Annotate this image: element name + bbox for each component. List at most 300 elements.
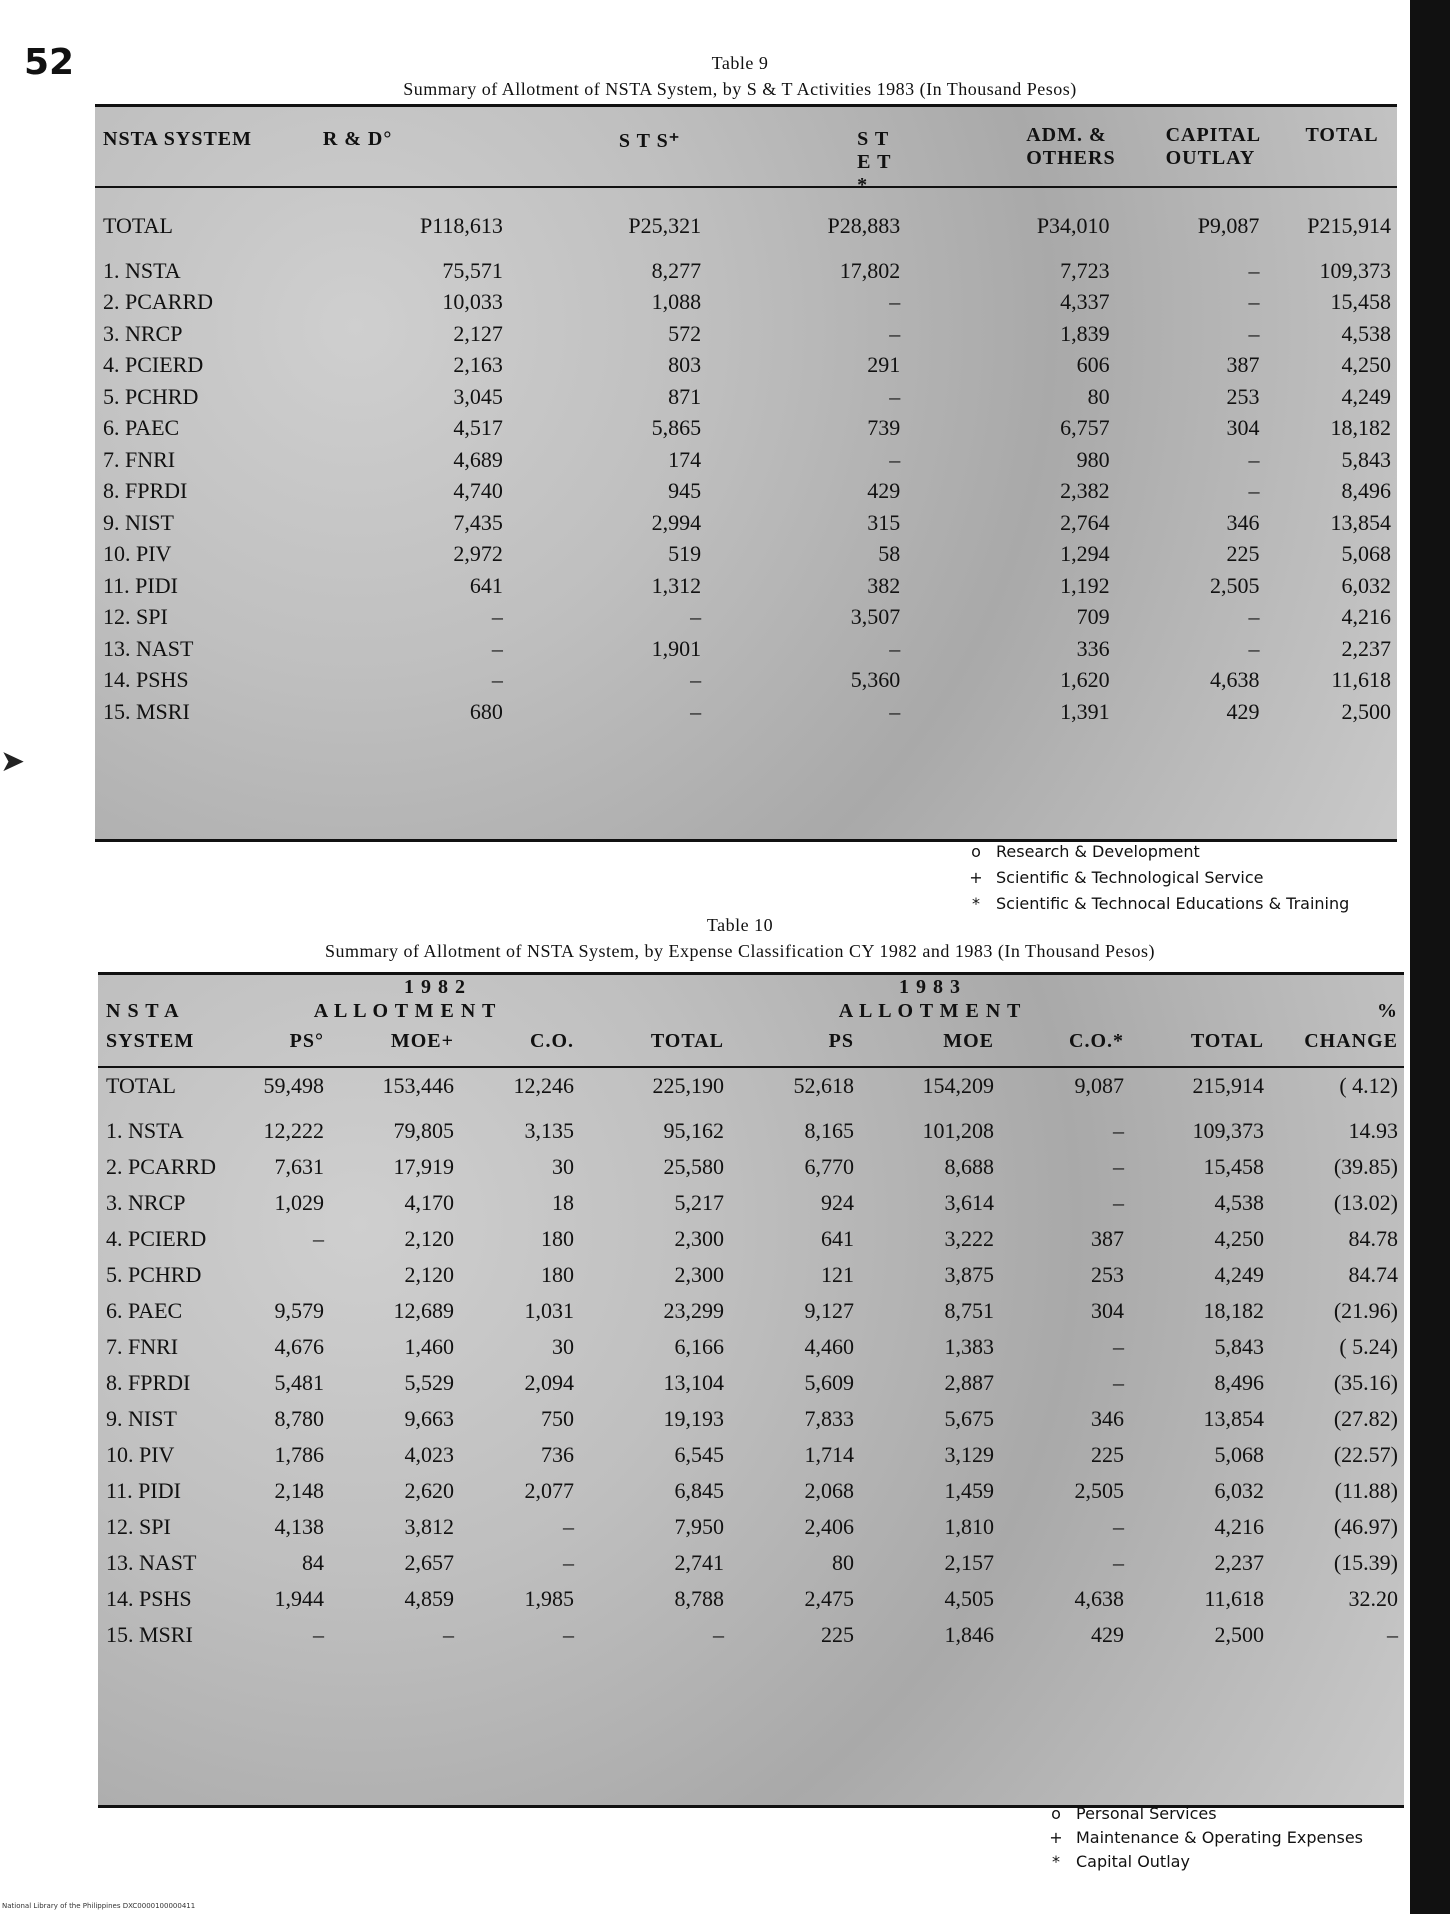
table10-cell: 736 [541,1442,574,1467]
table10-cell: 641 [821,1226,854,1251]
table10-row-label: 1. NSTA [106,1118,184,1143]
table10-cell: 1,786 [274,1442,324,1467]
table10-row [98,1113,1404,1149]
table10-note-co [1036,1852,1190,1871]
table10-row [98,1437,1404,1473]
table9-note-rd [956,842,1200,861]
table9-row [95,539,1397,571]
table10-cell: 7,950 [674,1514,724,1539]
table10-cell: – [1387,1622,1398,1647]
table10-cell: 2,300 [674,1226,724,1251]
table9-cell: 606 [1076,352,1110,378]
table9-cell: 11,618 [1331,667,1391,693]
table10-cell: 15,458 [1203,1154,1264,1179]
table10-header-change: CHANGE [1304,1029,1398,1052]
table9-row [95,665,1397,697]
table9-cell: – [889,446,901,472]
table9-cell: 2,994 [651,509,702,535]
table10-cell: 95,162 [663,1118,724,1143]
table10-cell: 2,120 [404,1226,454,1251]
table9-cell: 253 [1226,383,1260,409]
table9-row-label: 6. PAEC [103,415,180,441]
table10-row-label: 6. PAEC [106,1298,183,1323]
table9-cell: 572 [668,320,702,346]
table10 [98,975,1404,1653]
table10-year-row [98,975,1404,999]
table9-header-sts: S T S⁺ [618,130,681,152]
table10-cell: 13,854 [1203,1406,1264,1431]
table10-cell: 225 [821,1622,854,1647]
table10-cell: 4,638 [1074,1586,1124,1611]
table10-cell: ( 4.12) [1339,1073,1398,1098]
table10-cell: 4,138 [274,1514,324,1539]
table10-cell: ( 5.24) [1339,1334,1398,1359]
table10-cell: 5,217 [674,1190,724,1215]
table10-cell: 7,631 [274,1154,324,1179]
table9-cell: – [889,383,901,409]
table10-row-label: 14. PSHS [106,1586,192,1611]
table10-row [98,1329,1404,1365]
table9-cell: – [1248,446,1260,472]
table9-row-label: 1. NSTA [103,257,181,283]
table9-row [95,696,1397,728]
table10-row [98,1221,1404,1257]
table9-cell: 1,620 [1060,667,1110,693]
table9-cell: – [690,698,702,724]
table10-row [98,1473,1404,1509]
table9-cell: 739 [867,415,901,441]
table10-note-co-text: Capital Outlay [1076,1852,1190,1871]
table9-row-label: 2. PCARRD [103,289,214,315]
table10-year-1982: 1 9 8 2 [404,975,466,998]
table10-header-co-1982: C.O. [530,1029,574,1052]
table10-cell: 2,887 [944,1370,994,1395]
table9-cell: 387 [1226,352,1260,378]
table10-header-ps-1982: PS° [289,1029,324,1052]
table9-cell: 58 [878,541,901,567]
table10-row-label: 2. PCARRD [106,1154,217,1179]
table9-cell: – [690,667,702,693]
table10-cell: 5,675 [944,1406,994,1431]
table10-cell: 215,914 [1192,1073,1264,1098]
table10-cell: 5,068 [1214,1442,1264,1467]
table10-cell: 19,193 [663,1406,724,1431]
table9-note-stet-text: Scientific & Technocal Educations & Training [996,894,1350,913]
table10-cell: 30 [552,1154,574,1179]
table9-row-label: TOTAL [103,213,173,238]
table10-cell: 225 [1091,1442,1124,1467]
table10-cell: – [713,1622,724,1647]
table9-cell: 429 [1226,698,1260,724]
table9-cell: P9,087 [1197,213,1260,238]
table10-cell: – [1113,1154,1124,1179]
scan-edge-strip [1410,0,1450,1914]
table10-note-ps-symbol: o [1051,1804,1061,1823]
table10-cell: 429 [1091,1622,1124,1647]
table10-header-moe-1982: MOE+ [390,1029,454,1052]
table9-cell: 382 [867,572,901,598]
table9-row-label: 7. FNRI [103,446,176,472]
table9-cell: 680 [469,698,503,724]
table10-cell: 6,770 [804,1154,854,1179]
table10-cell: 1,944 [274,1586,324,1611]
arrow-icon: ➤ [0,744,26,779]
table10-cell: 180 [541,1226,574,1251]
table9-cell: – [491,635,503,661]
table9-cell: 1,294 [1060,541,1110,567]
table10-cell: 3,812 [404,1514,454,1539]
table10-cell: 2,475 [804,1586,854,1611]
table10-header-total-1982: TOTAL [650,1029,724,1052]
table9-row-label: 3. NRCP [103,320,183,346]
table10-cell: 1,810 [944,1514,994,1539]
table10-cell: 4,249 [1214,1262,1264,1287]
table10-header-moe-1983: MOE [943,1029,994,1052]
table9-note-sts-symbol: + [969,868,983,887]
table10-cell: 253 [1091,1262,1124,1287]
table9-cell: 7,723 [1060,257,1110,283]
table10-cell: (39.85) [1333,1154,1398,1179]
table10-cell: 8,496 [1214,1370,1264,1395]
table10-header-row [98,1023,1404,1059]
table10-cell: 12,246 [513,1073,574,1098]
table10-row [98,1293,1404,1329]
table10-cell: 8,788 [674,1586,724,1611]
table9-cell: 1,391 [1060,698,1110,724]
table9-header-system: NSTA SYSTEM [103,128,253,150]
table9-cell: 1,839 [1060,320,1110,346]
table9-cell: 315 [867,509,901,535]
table9-row-label: 13. NAST [103,635,194,661]
table10-note-moe [1036,1828,1363,1847]
table10-cell: 109,373 [1192,1118,1264,1143]
table10-cell: – [1113,1334,1124,1359]
table9-cell: P215,914 [1307,213,1391,238]
table9-cell: P118,613 [419,213,503,238]
table9-cell: 2,237 [1341,635,1391,661]
table10-cell: 59,498 [263,1073,324,1098]
table10-cell: 18 [552,1190,574,1215]
table9-header-row [95,106,1397,197]
table9-row [95,350,1397,382]
table10-allotment-1982: A L L O T M E N T [313,999,497,1022]
table9-cell: 4,538 [1341,320,1391,346]
table9-cell: 641 [469,572,503,598]
table10-cell: 8,688 [944,1154,994,1179]
table10-cell: 84.74 [1348,1262,1398,1287]
table10-header-system: SYSTEM [106,1029,195,1052]
table10-cell: (21.96) [1333,1298,1398,1323]
table10-cell: 2,068 [804,1478,854,1503]
table9-cell: – [1248,604,1260,630]
table9-cell: 1,312 [651,572,702,598]
table9-cell: – [1248,478,1260,504]
table9-cell: 304 [1226,415,1260,441]
table10-cell: – [1113,1118,1124,1143]
table10-row-label: 9. NIST [106,1406,177,1431]
table9-cell: 4,740 [453,478,503,504]
table9-header-capital-2: OUTLAY [1165,147,1256,169]
table10-row-label: 12. SPI [106,1514,171,1539]
table9-cell: 2,500 [1341,698,1391,724]
table10-cell: (11.88) [1334,1478,1398,1503]
table9-cell: P34,010 [1036,213,1110,238]
table10-note-co-symbol: * [1052,1852,1060,1871]
table9-row [95,602,1397,634]
table10-row-label: 5. PCHRD [106,1262,202,1287]
table9-title: Table 9 [711,53,769,73]
table10-cell: 9,579 [274,1298,324,1323]
table10-cell: – [1113,1550,1124,1575]
table9-cell: – [491,604,503,630]
table9-note-rd-text: Research & Development [996,842,1200,861]
table10-cell: 2,094 [524,1370,574,1395]
table9-cell: 5,360 [850,667,901,693]
table10-cell: 8,165 [804,1118,854,1143]
table10-note-moe-symbol: + [1049,1828,1063,1847]
table10-cell: 5,481 [274,1370,324,1395]
table9-cell: 2,764 [1060,509,1110,535]
table9-cell: 15,458 [1330,289,1391,315]
table9-cell: 8,496 [1341,478,1391,504]
table9-header-rd: R & D° [322,128,393,150]
table9-cell: 336 [1076,635,1110,661]
table9-subtitle: Summary of Allotment of NSTA System, by S & T Activities 1983 (In Thousand Pesos) [403,79,1077,99]
table10-cell: 3,129 [944,1442,994,1467]
table9-header-capital [1116,106,1266,197]
table10-cell: 154,209 [922,1073,994,1098]
table10-cell: 9,663 [404,1406,454,1431]
table10-row-label: 11. PIDI [106,1478,181,1503]
table10-cell: 346 [1091,1406,1124,1431]
table10-cell: 2,300 [674,1262,724,1287]
table10-cell: 4,023 [404,1442,454,1467]
table10-cell: 1,985 [524,1586,574,1611]
table9-cell: 2,382 [1060,478,1110,504]
table10-cell: 17,919 [393,1154,454,1179]
table9-row [95,381,1397,413]
table10-cell: 32.20 [1348,1586,1398,1611]
table9-note-sts-text: Scientific & Technological Service [996,868,1264,887]
table9-row [95,476,1397,508]
table9-cell: 346 [1226,509,1260,535]
table10-cell: 84.78 [1348,1226,1398,1251]
table9-cell: 2,127 [453,320,503,346]
table10-cell: 7,833 [804,1406,854,1431]
table9-cell: – [889,289,901,315]
table9-row [95,507,1397,539]
table10-cell: 30 [552,1334,574,1359]
table10-cell: 3,875 [944,1262,994,1287]
table9-row [95,318,1397,350]
table10-cell: 2,148 [274,1478,324,1503]
table9-cell: – [491,667,503,693]
table9-cell: 18,182 [1330,415,1391,441]
table9-cell: 3,045 [453,383,503,409]
table10-row-label: 15. MSRI [106,1622,193,1647]
table9-cell: 4,250 [1341,352,1391,378]
table10-cell: 2,406 [804,1514,854,1539]
table10-note-ps-text: Personal Services [1076,1804,1217,1823]
table9-header-adm-2: OTHERS [1026,147,1116,169]
table10-header-co-1983: C.O.* [1069,1029,1124,1052]
table10-row-label: TOTAL [106,1073,176,1098]
table9-caption [280,50,1200,102]
table10-cell: – [443,1622,454,1647]
table10-row [98,1365,1404,1401]
table10-cell: 4,538 [1214,1190,1264,1215]
table9-row-label: 12. SPI [103,604,168,630]
table10-cell: 101,208 [922,1118,994,1143]
table10-note-moe-text: Maintenance & Operating Expenses [1076,1828,1363,1847]
table10-cell: 304 [1091,1298,1124,1323]
table10-cell: 6,845 [674,1478,724,1503]
table9-cell: 4,216 [1341,604,1391,630]
table10-cell: 6,166 [674,1334,724,1359]
table9-cell: P25,321 [628,213,702,238]
table9-row-label: 8. FPRDI [103,478,188,504]
table9-cell: 2,163 [453,352,503,378]
table9-row [95,413,1397,445]
table10-cell: – [1113,1514,1124,1539]
table10-cell: 4,460 [804,1334,854,1359]
table10-cell: 1,383 [944,1334,994,1359]
table9-cell: 871 [668,383,702,409]
table9-note-stet-symbol: * [972,894,980,913]
table9-note-stet [956,894,1349,913]
table9 [95,106,1397,728]
table9-cell: 980 [1076,446,1110,472]
table9-cell: 10,033 [442,289,503,315]
table10-caption [200,912,1280,964]
table10-row [98,1149,1404,1185]
table10-cell: – [1113,1370,1124,1395]
table10-cell: 4,216 [1214,1514,1264,1539]
table9-row-label: 5. PCHRD [103,383,199,409]
table9-cell: 80 [1087,383,1110,409]
table9-row [95,287,1397,319]
table10-cell: (27.82) [1333,1406,1398,1431]
table9-row [95,255,1397,287]
table10-cell: 2,500 [1214,1622,1264,1647]
table9-header-adm [906,106,1115,197]
table9-row-label: 9. NIST [103,509,174,535]
table9-cell: 4,638 [1209,667,1260,693]
table9-row-label: 4. PCIERD [103,352,204,378]
table9-cell: 429 [867,478,901,504]
table10-cell: (15.39) [1333,1550,1398,1575]
table10-cell: 1,031 [524,1298,574,1323]
table9-total-row [95,197,1397,255]
table10-cell: 1,846 [944,1622,994,1647]
table10-cell: 12,689 [393,1298,454,1323]
table10-cell: 2,237 [1214,1550,1264,1575]
table10-cell: – [563,1622,574,1647]
table10-cell: 23,299 [663,1298,724,1323]
table10-allotment-row [98,999,1404,1023]
table9-cell: 4,517 [453,415,503,441]
table10-cell: 225,190 [652,1073,724,1098]
table10-cell: – [313,1622,324,1647]
table10-cell: 8,751 [944,1298,994,1323]
table9-row-label: 11. PIDI [103,572,178,598]
table10-row [98,1509,1404,1545]
table10-header-ps-1983: PS [828,1029,854,1052]
table9-cell: 75,571 [442,257,503,283]
table10-row-label: 3. NRCP [106,1190,186,1215]
table10-cell: 80 [832,1550,854,1575]
table10-header-nsta: N S T A [106,999,180,1022]
table9-row-label: 15. MSRI [103,698,190,724]
table10-cell: 2,741 [674,1550,724,1575]
table10-cell: 2,620 [404,1478,454,1503]
table9-cell: 709 [1076,604,1110,630]
table9-cell: 1,901 [651,635,702,661]
table10-cell: 4,859 [404,1586,454,1611]
table10-cell: (22.57) [1333,1442,1398,1467]
table10-cell: – [1113,1190,1124,1215]
table9-row-label: 14. PSHS [103,667,189,693]
table9-cell: – [889,698,901,724]
table10-cell: 84 [302,1550,324,1575]
table9-cell: 2,505 [1209,572,1260,598]
table10-cell: 3,222 [944,1226,994,1251]
table10-cell: 8,780 [274,1406,324,1431]
table9-cell: – [690,604,702,630]
table10-cell: 924 [821,1190,854,1215]
table10-cell: – [563,1550,574,1575]
table9-cell: 4,249 [1341,383,1391,409]
table10-cell: 1,459 [944,1478,994,1503]
table10-subtitle: Summary of Allotment of NSTA System, by Expense Classification CY 1982 and 1983 (In Thousand Pesos) [324,941,1155,961]
table10-cell: 4,676 [274,1334,324,1359]
table10-cell: (46.97) [1333,1514,1398,1539]
table10-cell: 9,087 [1074,1073,1124,1098]
table9-cell: 1,088 [651,289,702,315]
table10-row-label: 7. FNRI [106,1334,179,1359]
table9-cell: 225 [1226,541,1260,567]
table9-cell: 4,337 [1060,289,1110,315]
table9-cell: 945 [668,478,702,504]
table10-cell: 4,505 [944,1586,994,1611]
table10-row [98,1581,1404,1617]
table10-cell: 6,545 [674,1442,724,1467]
table10-cell: 2,657 [404,1550,454,1575]
table9-note-rd-symbol: o [971,842,981,861]
table10-cell: 79,805 [393,1118,454,1143]
table9-header-total: TOTAL [1305,124,1379,146]
table10-cell: 5,529 [404,1370,454,1395]
table10-cell: 153,446 [382,1073,454,1098]
table9-cell: 5,068 [1341,541,1391,567]
table10-cell: 6,032 [1214,1478,1264,1503]
table10-cell: 14.93 [1348,1118,1398,1143]
table9-cell: 6,757 [1060,415,1110,441]
table10-cell: 1,460 [404,1334,454,1359]
table10-row [98,1545,1404,1581]
table10-cell: 12,222 [263,1118,324,1143]
table10-title: Table 10 [706,915,774,935]
table10-cell: 3,135 [524,1118,574,1143]
table10-cell: 5,843 [1214,1334,1264,1359]
table10-cell: 2,157 [944,1550,994,1575]
table9-cell: 5,865 [651,415,702,441]
table9-cell: 3,507 [850,604,901,630]
table10-row [98,1617,1404,1653]
table9-cell: 174 [668,446,702,472]
table9-cell: 519 [668,541,702,567]
table10-row [98,1401,1404,1437]
